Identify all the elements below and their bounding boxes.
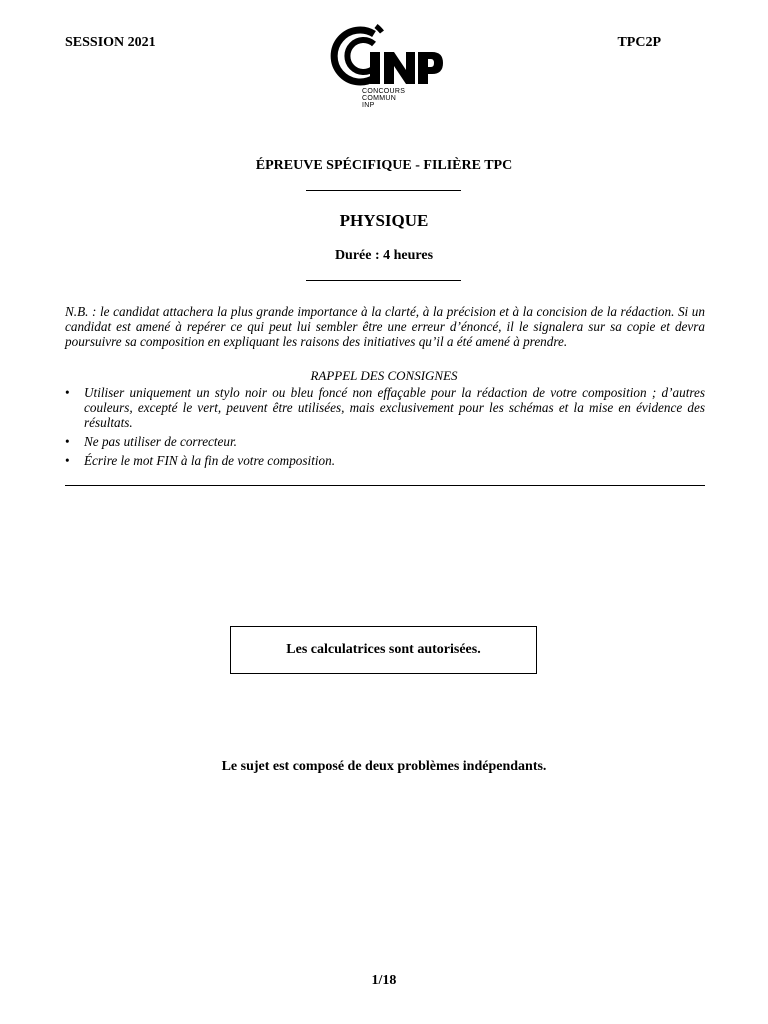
rappel-item (65, 453, 705, 468)
rappel-list (65, 385, 705, 472)
rappel-item (65, 385, 705, 430)
duration-underline (306, 280, 461, 281)
calculator-notice: Les calculatrices sont autorisées. (286, 642, 481, 657)
session-label: SESSION 2021 (65, 35, 156, 50)
duration-label: Durée : 4 heures (334, 248, 434, 263)
exam-code: TPC2P (617, 35, 661, 50)
inp-logo (326, 22, 444, 114)
rappel-item-text: Utiliser uniquement un stylo noir ou bleu foncé non effaçable pour la rédaction de votre composition ; d’autres couleurs, excepté le vert, peuvent être utilisées, mais exclusivement pour les schémas et la mise en évidence des résultats. (84, 385, 705, 430)
bullet-icon: • (65, 453, 70, 468)
logo-subtitle (362, 88, 405, 109)
structure-notice: Le sujet est composé de deux problèmes indépendants. (221, 759, 547, 774)
page-number: 1/18 (371, 973, 397, 988)
rappel-item-text: Écrire le mot FIN à la fin de votre composition. (84, 453, 336, 468)
logo-line-2: COMMUN (362, 95, 397, 102)
logo-line-3: INP (362, 102, 375, 109)
section-divider (65, 485, 705, 486)
subject-title: PHYSIQUE (339, 211, 429, 230)
rappel-title: RAPPEL DES CONSIGNES (310, 368, 458, 383)
bullet-icon: • (65, 385, 70, 400)
title-underline (306, 190, 461, 191)
rappel-item (65, 434, 705, 449)
bullet-icon: • (65, 434, 70, 449)
epreuve-title: ÉPREUVE SPÉCIFIQUE - FILIÈRE TPC (255, 158, 513, 173)
nb-notice: N.B. : le candidat attachera la plus grande importance à la clarté, à la précision et à la concision de la rédaction. Si un candidat est amené à repérer ce qui peut lui sembler être une erreur d’énoncé, il le signalera sur sa copie et devra poursuivre sa composition en expliquant les raisons des initiatives qu’il a été amené à prendre. (65, 304, 705, 349)
calculator-notice-box (230, 626, 537, 674)
logo-line-1: CONCOURS (362, 88, 406, 95)
rappel-item-text: Ne pas utiliser de correcteur. (84, 434, 237, 449)
